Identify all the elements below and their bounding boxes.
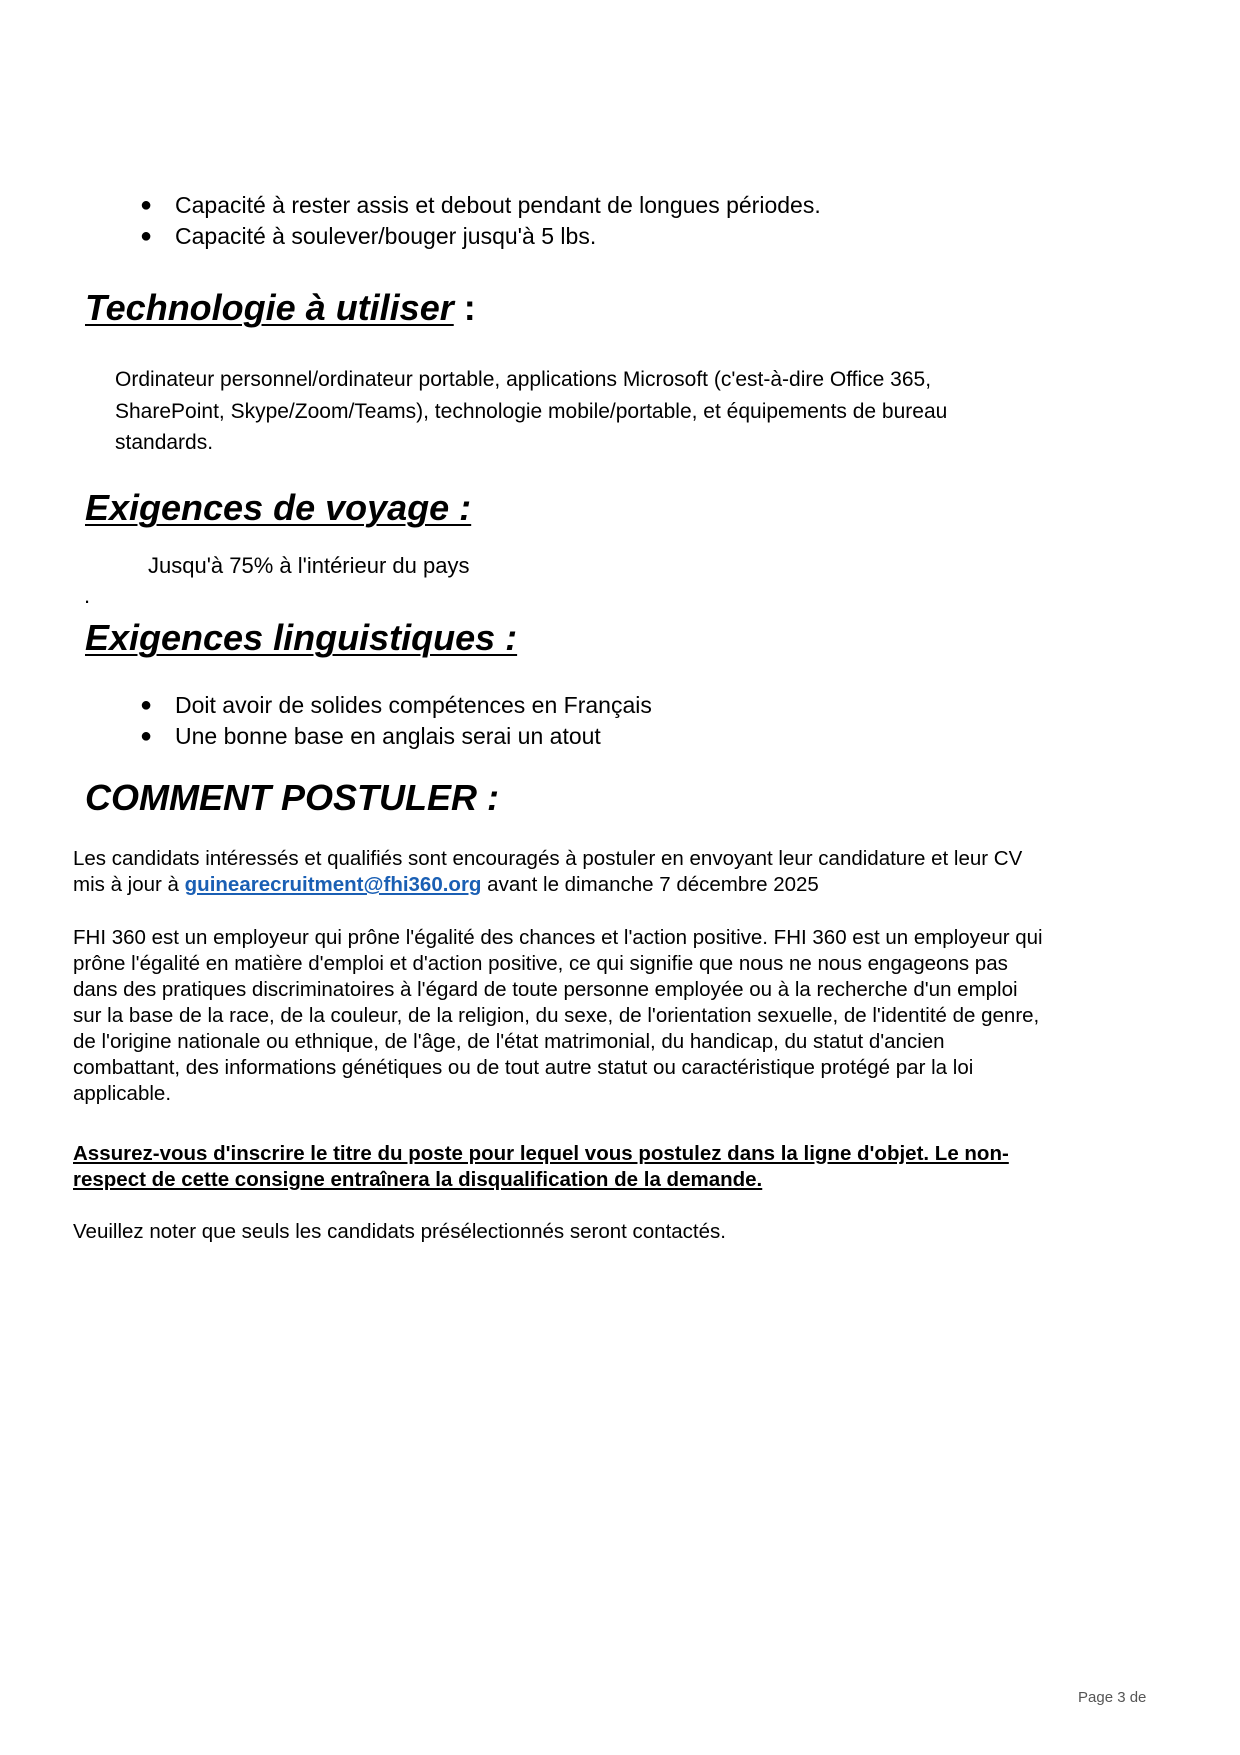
- bullet-icon: ●: [140, 225, 153, 247]
- technology-description: [115, 364, 947, 459]
- text-line: respect de cette consigne entraînera la disqualification de la demande.: [73, 1168, 763, 1191]
- text-line: combattant, des informations génétiques ou de tout autre statut ou caractéristique protégé par la loi: [73, 1056, 974, 1079]
- text-line: dans des pratiques discriminatoires à l'égard de toute personne employée ou à la recherche d'un emploi: [73, 978, 1018, 1001]
- text-line: Ordinateur personnel/ordinateur portable, applications Microsoft (c'est-à-dire Office 365,: [115, 368, 932, 391]
- text-line: standards.: [115, 431, 214, 454]
- text-fragment: mis à jour à: [73, 873, 185, 896]
- text-line: [73, 872, 1173, 898]
- list-item: ● Capacité à soulever/bouger jusqu'à 5 lbs.: [140, 221, 821, 252]
- text-line: de l'origine nationale ou ethnique, de l'âge, de l'état matrimonial, du handicap, du statut d'ancien: [73, 1030, 945, 1053]
- text-fragment: avant le dimanche 7 décembre 2025: [481, 873, 819, 896]
- text-line: applicable.: [73, 1082, 172, 1105]
- apply-intro: [73, 846, 1173, 898]
- languages-list: [140, 690, 652, 752]
- bullet-icon: ●: [140, 694, 153, 716]
- list-item: ● Doit avoir de solides compétences en Français: [140, 690, 652, 721]
- bullet-icon: ●: [140, 725, 153, 747]
- physical-requirements-list: [140, 190, 821, 252]
- subject-line-notice: [73, 1141, 1173, 1193]
- text-line: Assurez-vous d'inscrire le titre du poste pour lequel vous postulez dans la ligne d'objet. Le non-: [73, 1142, 1009, 1165]
- languages-heading: Exigences linguistiques :: [85, 617, 518, 658]
- email-link[interactable]: guinearecruitment@fhi360.org: [184, 873, 482, 896]
- list-item: ● Une bonne base en anglais serai un atout: [140, 721, 652, 752]
- text-line: FHI 360 est un employeur qui prône l'égalité des chances et l'action positive. FHI 360 est un employeur qui: [73, 926, 1043, 949]
- text-line: Les candidats intéressés et qualifiés sont encouragés à postuler en envoyant leur candidature et leur CV: [73, 847, 1023, 870]
- eeo-statement: [73, 925, 1173, 1107]
- stray-mark: .: [84, 583, 91, 608]
- text-line: SharePoint, Skype/Zoom/Teams), technologie mobile/portable, et équipements de bureau: [115, 399, 948, 423]
- text-line: prône l'égalité en matière d'emploi et d'action positive, ce qui signifie que nous ne nous engageons pas: [73, 952, 1008, 975]
- travel-text: Jusqu'à 75% à l'intérieur du pays: [148, 553, 470, 578]
- apply-heading: COMMENT POSTULER :: [85, 777, 499, 818]
- closing-note: Veuillez noter que seuls les candidats présélectionnés seront contactés.: [73, 1220, 726, 1243]
- bullet-icon: ●: [140, 194, 153, 216]
- technology-heading: Technologie à utiliser :: [85, 287, 476, 328]
- page-number: Page 3 de: [1078, 1689, 1147, 1706]
- text-line: sur la base de la race, de la couleur, de la religion, du sexe, de l'orientation sexuelle, de l'identité de genre,: [73, 1004, 1040, 1027]
- travel-heading: Exigences de voyage :: [85, 487, 472, 528]
- list-item: ● Capacité à rester assis et debout pendant de longues périodes.: [140, 190, 821, 221]
